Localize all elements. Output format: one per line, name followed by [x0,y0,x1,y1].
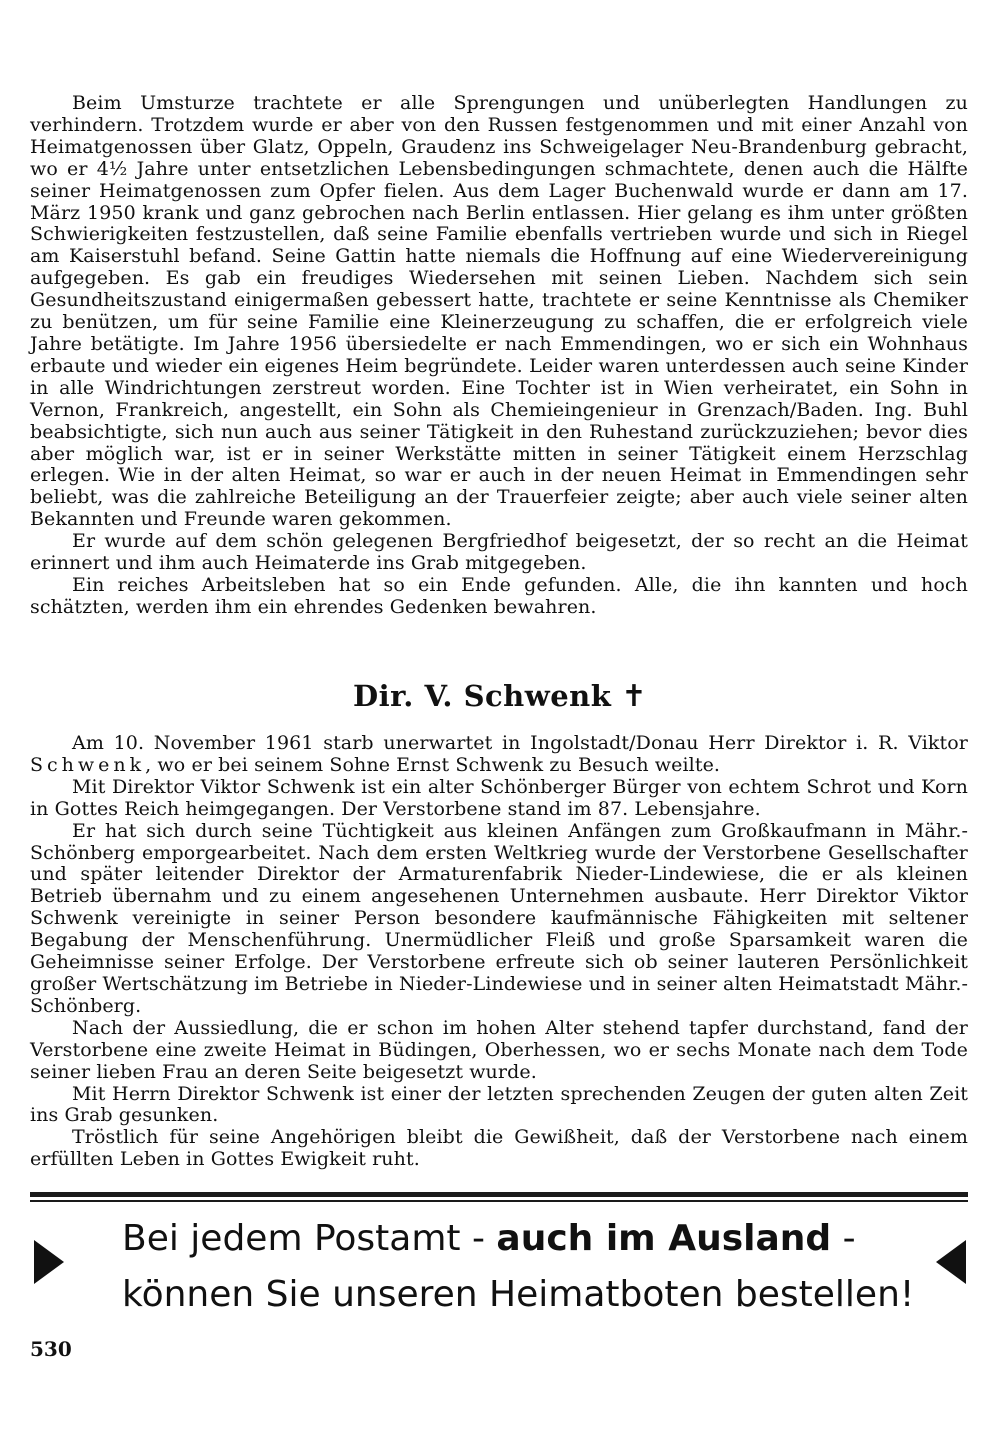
paragraph: Beim Umsturze trachtete er alle Sprengungen und unüberlegten Handlungen zu verhindern. Trotzdem wurde er aber von den Russen festgenommen und mit einer Anzahl von Heimatgenossen über Glatz, Oppeln, Graudenz ins Schweigelager Neu-Brandenburg gebracht, wo er 4½ Jahre unter entsetzlichen Lebensbedingungen schmachtete, denen auch die Hälfte seiner Heimatgenossen zum Opfer fielen. Aus dem Lager Buchenwald wurde er dann am 17. März 1950 krank und ganz gebrochen nach Berlin entlassen. Hier gelang es ihm unter größten Schwierigkeiten festzustellen, daß seine Familie ebenfalls vertrieben wurde und sich in Riegel am Kaiserstuhl befand. Seine Gattin hatte niemals die Hoffnung auf eine Wiedervereinigung aufgegeben. Es gab ein freudiges Wiedersehen mit seinen Lieben. Nachdem sich sein Gesundheitszustand einigermaßen gebessert hatte, trachtete er seine Kenntnisse als Chemiker zu benützen, um für seine Familie eine Kleinerzeugung zu schaffen, die er erfolgreich viele Jahre betätigte. Im Jahre 1956 übersiedelte er nach Emmendingen, wo er sich ein Wohnhaus erbaute und wieder ein eigenes Heim begründete. Leider waren unterdessen auch seine Kinder in alle Windrichtungen zerstreut worden. Eine Tochter ist in Wien verheiratet, ein Sohn in Vernon, Frankreich, angestellt, ein Sohn als Chemieingenieur in Grenzach/Baden. Ing. Buhl beabsichtigte, sich nun auch aus seiner Tätigkeit in den Ruhestand zurückzuziehen; bevor dies aber möglich war, ist er in seiner Werkstätte mitten in seiner Tätigkeit einem Herzschlag erlegen. Wie in der alten Heimat, so war er auch in der neuen Heimat in Emmendingen sehr beliebt, was die zahlreiche Beteiligung an der Trauerfeier zeigte; aber auch viele seiner alten Bekannten und Freunde waren gekommen. [30,92,968,531]
advert-line-2: können Sie unseren Heimatboten bestellen! [122,1274,915,1315]
paragraph: Ein reiches Arbeitsleben hat so ein Ende gefunden. Alle, die ihn kannten und hoch schätzten, werden ihm ein ehrendes Gedenken bewahren. [30,573,968,618]
heading-title: Dir. V. Schwenk [352,679,612,713]
divider-rule-thin [30,1200,968,1202]
article-buhl-continuation [30,93,968,619]
page-number: 530 [30,1337,72,1361]
article-schwenk [30,733,968,1171]
obituary-heading [0,678,1000,715]
paragraph: Er wurde auf dem schön gelegenen Bergfriedhof beigesetzt, der so recht an die Heimat erinnert und ihm auch Heimaterde ins Grab mitgegeben. [30,530,968,575]
divider-rule [30,1192,968,1197]
arrow-right-pointer-icon [34,1240,64,1284]
paragraph: Mit Direktor Viktor Schwenk ist ein alter Schönberger Bürger von echtem Schrot und Korn in Gottes Reich heimgegangen. Der Verstorbene stand im 87. Lebensjahre. [30,775,968,820]
paragraph: Am 10. November 1961 starb unerwartet in Ingolstadt/Donau Herr Direktor i. R. Viktor Schwenk, wo er bei seinem Sohne Ernst Schwenk zu Besuch weilte. [30,732,968,776]
spaced-name: Schwenk [30,753,146,776]
advert-emphasis: auch im Ausland [496,1218,832,1259]
cross-icon: ✝ [621,679,648,714]
arrow-left-pointer-icon [936,1240,966,1284]
paragraph: Tröstlich für seine Angehörigen bleibt die Gewißheit, daß der Verstorbene nach einem erfüllten Leben in Gottes Ewigkeit ruht. [30,1126,968,1171]
paragraph: Nach der Aussiedlung, die er schon im hohen Alter stehend tapfer durchstand, fand der Verstorbene eine zweite Heimat in Büdingen, Oberhessen, wo er sechs Monate nach dem Tode seiner lieben Frau an deren Seite beigesetzt wurde. [30,1016,968,1083]
paragraph: Er hat sich durch seine Tüchtigkeit aus kleinen Anfängen zum Großkaufmann in Mähr.-Schönberg emporgearbeitet. Nach dem ersten Weltkrieg wurde der Verstorbene Gesellschafter und später leitender Direktor der Armaturenfabrik Nieder-Lindewiese, die er als kleinen Betrieb übernahm und zu einem angesehenen Unternehmen ausbaute. Herr Direktor Viktor Schwenk vereinigte in seiner Person besondere kaufmännische Fähigkeiten mit seltener Begabung der Menschenführung. Unermüdlicher Fleiß und große Sparsamkeit waren die Geheimnisse seiner Erfolge. Der Verstorbene erfreute sich ob seiner lauteren Persönlichkeit großer Wertschätzung im Betriebe in Nieder-Lindewiese und in seiner alten Heimatstadt Mähr.-Schönberg. [30,819,968,1017]
paragraph: Mit Herrn Direktor Schwenk ist einer der letzten sprechenden Zeugen der guten alten Zeit ins Grab gesunken. [30,1082,968,1127]
advert-line-1: Bei jedem Postamt - auch im Ausland - [122,1218,856,1259]
